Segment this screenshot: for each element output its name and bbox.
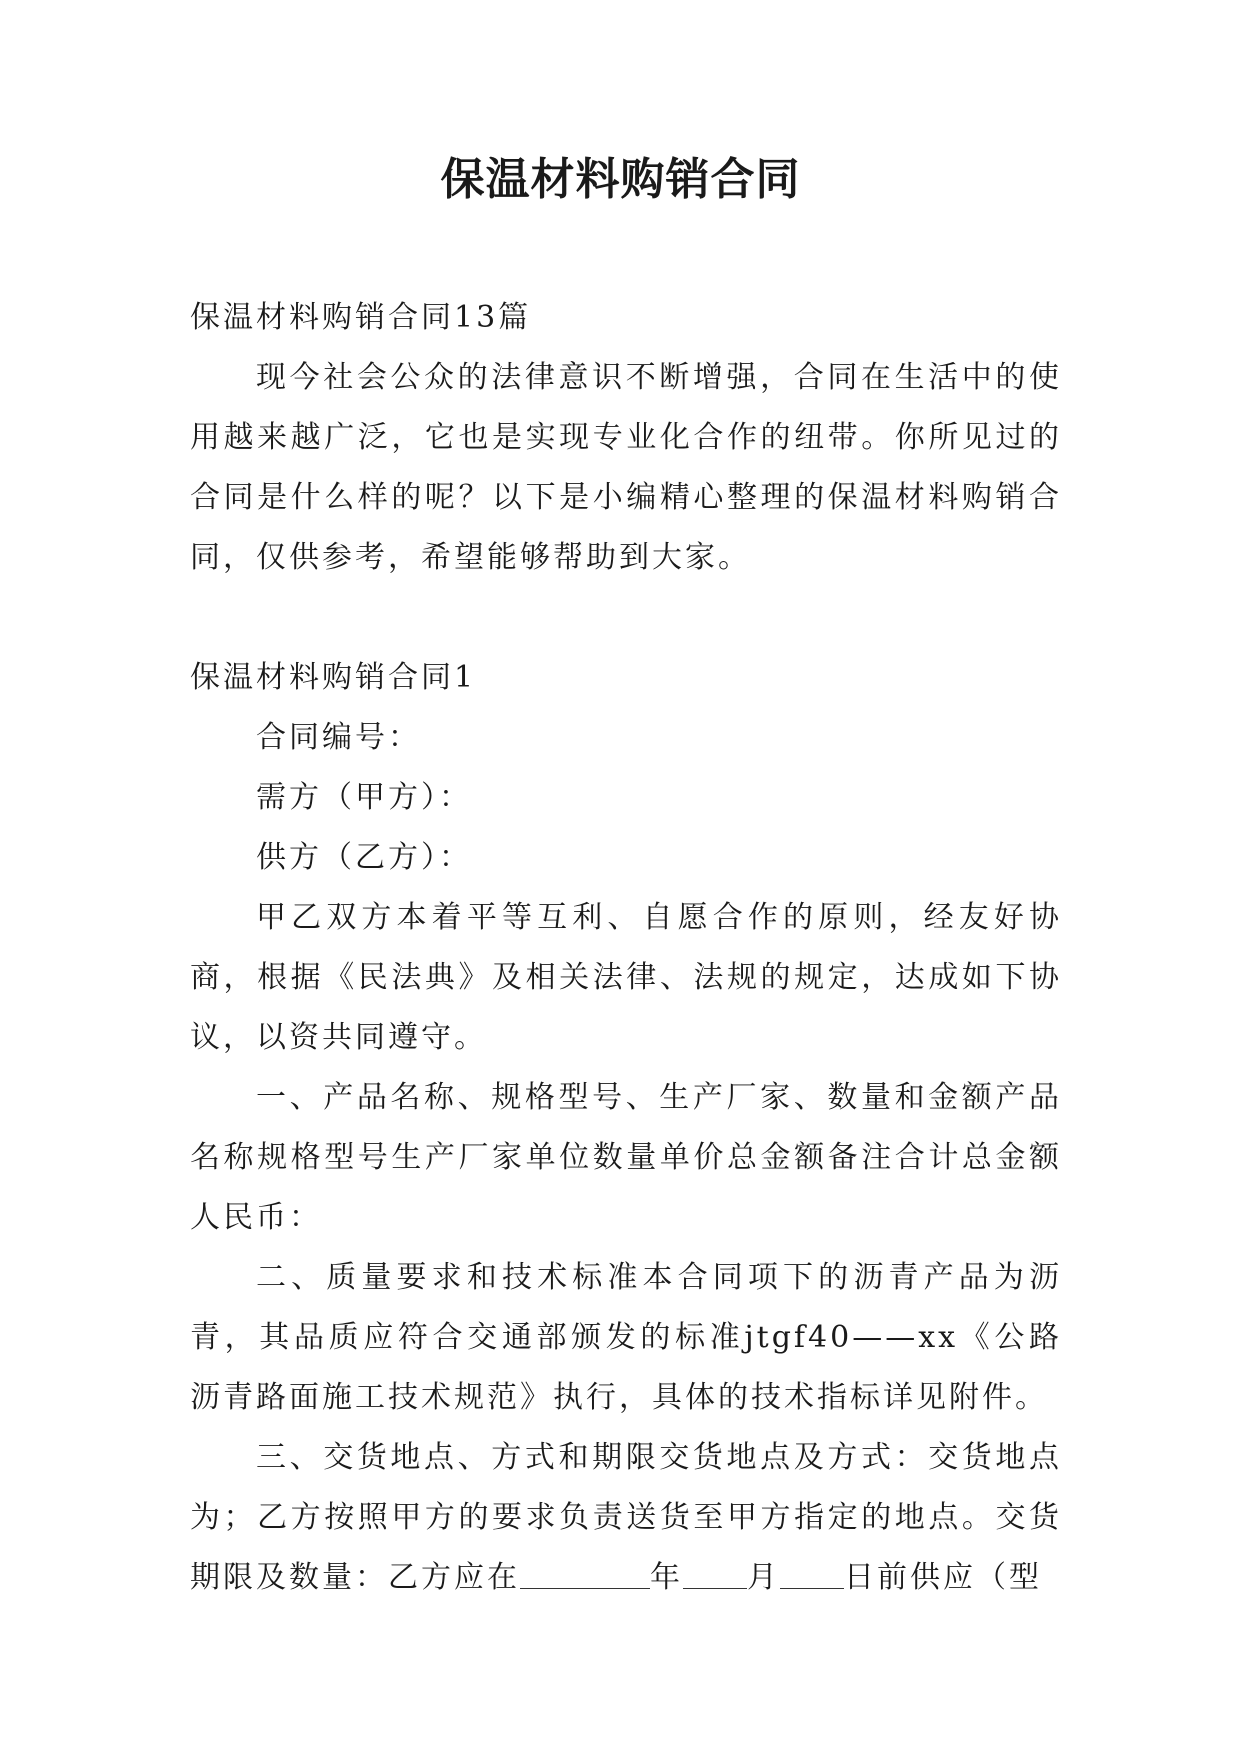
year-label: 年 <box>650 1560 683 1595</box>
clause-1: 一、产品名称、规格型号、生产厂家、数量和金额产品名称规格型号生产厂家单位数量单价总金额备注合计总金额人民币： <box>190 1080 1062 1235</box>
clause-3-tail: 日前供应（型 <box>844 1560 1042 1595</box>
paragraph-gap <box>190 588 1062 648</box>
clause-3-text: 三、交货地点、方式和期限交货地点及方式：交货地点为；乙方按照甲方的要求负责送货至甲方指定的地点。交货期限及数量：乙方应在 <box>190 1440 1062 1595</box>
seller-line: 供方（乙方）： <box>256 840 472 875</box>
month-blank <box>683 1554 747 1589</box>
intro-paragraph: 现今社会公众的法律意识不断增强，合同在生活中的使用越来越广泛，它也是实现专业化合作的纽带。你所见过的合同是什么样的呢？以下是小编精心整理的保温材料购销合同，仅供参考，希望能够帮助到大家。 <box>190 360 1062 575</box>
preamble-paragraph: 甲乙双方本着平等互利、自愿合作的原则，经友好协商，根据《民法典》及相关法律、法规的规定，达成如下协议，以资共同遵守。 <box>190 900 1062 1055</box>
month-label: 月 <box>747 1560 780 1595</box>
clause-3 <box>190 1428 1062 1608</box>
document-body <box>190 288 1062 1608</box>
contract-number-line: 合同编号： <box>256 720 421 755</box>
clause-2: 二、质量要求和技术标准本合同项下的沥青产品为沥青，其品质应符合交通部颁发的标准jtgf40——xx《公路沥青路面施工技术规范》执行，具体的技术指标详见附件。 <box>190 1260 1062 1415</box>
buyer-line: 需方（甲方）： <box>256 780 472 815</box>
day-blank <box>780 1554 844 1589</box>
document-title: 保温材料购销合同 <box>440 154 801 205</box>
document-subtitle: 保温材料购销合同13篇 <box>190 300 532 335</box>
section-heading: 保温材料购销合同1 <box>190 660 477 695</box>
year-blank <box>520 1554 650 1589</box>
